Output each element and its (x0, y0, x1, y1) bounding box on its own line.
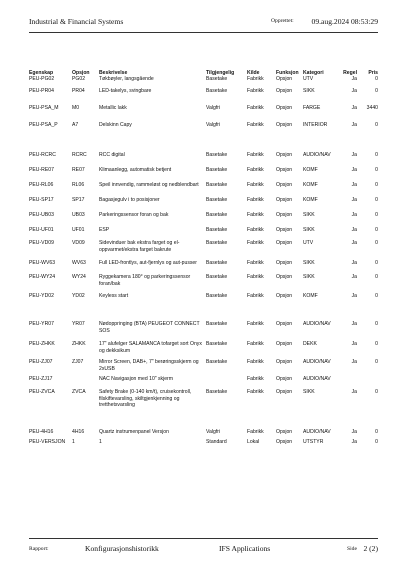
cell-regel: Ja (351, 167, 357, 173)
cell-opsjon: A7 (72, 122, 79, 128)
cell-kategori: AUDIO/NAV (303, 321, 331, 327)
cell-beskrivelse: 1 (99, 439, 102, 445)
cell-kilde: Fabrikk (247, 274, 264, 280)
table-row (29, 182, 378, 197)
cell-kilde: Fabrikk (247, 152, 264, 158)
cell-tilgjengelig: Standard (206, 439, 227, 445)
cell-tilgjengelig: Basetake (206, 359, 228, 365)
cell-beskrivelse: RCC digital (99, 152, 125, 158)
cell-opsjon: 1 (72, 439, 75, 445)
cell-tilgjengelig: Basetake (206, 321, 228, 327)
cell-beskrivelse: ESP (99, 227, 110, 233)
cell-tilgjengelig: Valgfri (206, 105, 221, 111)
cell-opsjon: 4H16 (72, 429, 85, 435)
cell-kategori: KOMF (303, 167, 318, 173)
col-header-egenskap: Egenskap (29, 70, 54, 76)
table-row (29, 227, 378, 240)
cell-regel: Ja (351, 105, 357, 111)
cell-beskrivelse: NAC Navigasjon med 10" skjerm (99, 376, 173, 382)
cell-funksjon: Opsjon (276, 152, 293, 158)
cell-beskrivelse: Tøkbøyler, langsgående (99, 76, 154, 82)
cell-beskrivelse: Ryggekamera 180° og parkeringssensor foran/bak (99, 274, 191, 287)
cell-funksjon: Opsjon (276, 240, 293, 246)
spacer-cell (29, 134, 378, 152)
cell-tilgjengelig: Basetake (206, 212, 228, 218)
cell-kategori: SIKK (303, 212, 315, 218)
cell-pris: 0 (375, 88, 378, 94)
cell-egenskap: PEU-WY24 (29, 274, 56, 280)
cell-kategori: SIKK (303, 389, 315, 395)
table-row (29, 76, 378, 88)
cell-regel: Ja (351, 260, 357, 266)
col-header-regel: Regel (343, 70, 357, 76)
table-body (29, 76, 378, 449)
cell-beskrivelse: Metallic lakk (99, 105, 127, 111)
cell-kategori: UTV (303, 240, 314, 246)
spacer-row (29, 417, 378, 429)
page-footer (29, 544, 378, 556)
table-row (29, 152, 378, 167)
cell-kategori: SIKK (303, 88, 315, 94)
table-row (29, 167, 378, 182)
cell-pris: 0 (375, 76, 378, 82)
cell-egenskap: PEU-RE07 (29, 167, 54, 173)
cell-funksjon: Opsjon (276, 341, 293, 347)
cell-kategori: DEKK (303, 341, 317, 347)
cell-kilde: Fabrikk (247, 105, 264, 111)
cell-egenskap: PEU-RCRC (29, 152, 56, 158)
cell-funksjon: Opsjon (276, 212, 293, 218)
cell-beskrivelse: Keyless start (99, 293, 129, 299)
table-row (29, 105, 378, 122)
cell-egenskap: PEU-ZHKK (29, 341, 55, 347)
cell-regel: Ja (351, 76, 357, 82)
table-row (29, 212, 378, 227)
cell-egenskap: PEU-ZJ07 (29, 359, 53, 365)
table-row (29, 429, 378, 439)
cell-beskrivelse: Bagasjegulv i to posisjoner (99, 197, 160, 203)
cell-pris: 0 (375, 260, 378, 266)
cell-beskrivelse: Speil innvendig, rammeløst og nedblendbart (99, 182, 199, 188)
report-name: Konfigurasjonshistorikk (85, 544, 159, 553)
table-row (29, 359, 378, 376)
cell-kilde: Fabrikk (247, 240, 264, 246)
cell-tilgjengelig: Basetake (206, 167, 228, 173)
cell-tilgjengelig: Valgfri (206, 429, 221, 435)
cell-beskrivelse: Klimaanlegg, automatisk betjent (99, 167, 172, 173)
cell-opsjon: M0 (72, 105, 80, 111)
cell-opsjon (72, 376, 99, 389)
cell-tilgjengelig (206, 376, 247, 389)
cell-kilde: Fabrikk (247, 341, 264, 347)
cell-regel: Ja (351, 122, 357, 128)
cell-pris: 0 (375, 197, 378, 203)
cell-opsjon: UF01 (72, 227, 85, 233)
cell-tilgjengelig: Basetake (206, 227, 228, 233)
cell-regel: Ja (351, 359, 357, 365)
cell-opsjon: UB03 (72, 212, 85, 218)
cell-opsjon: VD09 (72, 240, 85, 246)
cell-funksjon: Opsjon (276, 359, 293, 365)
cell-pris: 0 (375, 122, 378, 128)
cell-beskrivelse: 17" alufelger SALAMANCA tofarget sort Onyx og dekksikum (99, 341, 202, 354)
cell-opsjon: RE07 (72, 167, 85, 173)
col-header-pris: Pris (368, 70, 378, 76)
cell-pris: 0 (375, 429, 378, 435)
cell-opsjon: ZJ07 (72, 359, 84, 365)
table-header-row (29, 67, 378, 76)
spacer-row (29, 134, 378, 152)
cell-kilde: Fabrikk (247, 76, 264, 82)
cell-egenskap: PEU-4H16 (29, 429, 54, 435)
cell-kilde: Fabrikk (247, 197, 264, 203)
table-row (29, 260, 378, 274)
table-row (29, 293, 378, 306)
cell-kilde: Fabrikk (247, 182, 264, 188)
cell-kategori: AUDIO/NAV (303, 152, 331, 158)
cell-egenskap: PEU-UF01 (29, 227, 54, 233)
cell-beskrivelse: Safety Brake (0-140 km/t), cruisekontroll, filskiftevarsling, skiltgjenkjenning og tretthetsvarsling (99, 389, 192, 409)
cell-kategori: UTV (303, 76, 314, 82)
cell-tilgjengelig: Basetake (206, 341, 228, 347)
table-row (29, 389, 378, 417)
cell-pris (357, 376, 378, 389)
cell-kategori: UTSTYR (303, 439, 324, 445)
table-row (29, 274, 378, 293)
cell-funksjon: Opsjon (276, 182, 293, 188)
footer-rule (29, 538, 378, 539)
cell-beskrivelse: Full LED-frontlys, aut-fjernlys og aut-pusser (99, 260, 197, 266)
cell-regel: Ja (351, 212, 357, 218)
cell-egenskap: PEU-PSA_P (29, 122, 58, 128)
cell-kilde: Fabrikk (247, 212, 264, 218)
cell-tilgjengelig: Valgfri (206, 122, 221, 128)
created-label: Opprettet: (271, 18, 294, 24)
cell-opsjon: RL06 (72, 182, 85, 188)
cell-kilde: Fabrikk (247, 321, 264, 327)
cell-funksjon: Opsjon (276, 122, 293, 128)
cell-kilde: Fabrikk (247, 122, 264, 128)
table-row (29, 122, 378, 134)
table-row (29, 321, 378, 341)
col-header-opsjon: Opsjon (72, 70, 90, 76)
page-number: 2 (2) (363, 544, 378, 553)
cell-funksjon: Opsjon (276, 76, 293, 82)
cell-funksjon: Opsjon (276, 293, 293, 299)
header-rule (29, 32, 378, 33)
cell-opsjon: PG02 (72, 76, 86, 82)
cell-funksjon: Opsjon (276, 167, 293, 173)
cell-funksjon: Opsjon (276, 105, 293, 111)
cell-beskrivelse: LED-takelys, svingbare (99, 88, 152, 94)
cell-opsjon: ZHKK (72, 341, 86, 347)
cell-egenskap: PEU-ZVCA (29, 389, 55, 395)
cell-regel: Ja (351, 240, 357, 246)
cell-kategori: SIKK (303, 227, 315, 233)
cell-kategori: AUDIO/NAV (303, 429, 331, 435)
cell-tilgjengelig: Basetake (206, 197, 228, 203)
cell-regel: Ja (351, 197, 357, 203)
cell-funksjon: Opsjon (276, 88, 293, 94)
cell-opsjon: PR04 (72, 88, 85, 94)
table-row (29, 439, 378, 449)
cell-regel: Ja (351, 88, 357, 94)
cell-funksjon: Opsjon (276, 321, 293, 327)
cell-kilde: Fabrikk (247, 376, 264, 382)
table-row (29, 341, 378, 359)
cell-kilde: Fabrikk (247, 429, 264, 435)
cell-funksjon: Opsjon (276, 197, 293, 203)
col-header-funksjon: Funksjon (276, 70, 299, 76)
cell-kategori: SIKK (303, 274, 315, 280)
cell-pris: 0 (375, 182, 378, 188)
application-name: IFS Applications (219, 544, 271, 553)
cell-pris: 0 (375, 321, 378, 327)
cell-pris: 0 (375, 293, 378, 299)
cell-funksjon: Opsjon (276, 260, 293, 266)
cell-regel: Ja (351, 152, 357, 158)
cell-opsjon: SP17 (72, 197, 85, 203)
table-row (29, 376, 378, 389)
cell-funksjon: Opsjon (276, 429, 293, 435)
cell-tilgjengelig: Basetake (206, 76, 228, 82)
cell-kategori: KOMF (303, 182, 318, 188)
cell-beskrivelse: Mirror Screen, DAB+, 7" berøringsskjerm og 2xUSB (99, 359, 199, 372)
spacer-cell (29, 306, 378, 321)
cell-kategori: INTERIOR (303, 122, 328, 128)
cell-egenskap: PEU-PG02 (29, 76, 55, 82)
created-date: 09.aug.2024 08:53:29 (311, 17, 378, 26)
cell-egenskap: PEU-YD02 (29, 293, 54, 299)
col-header-beskrivelse: Beskrivelse (99, 70, 128, 76)
cell-kategori: KOMF (303, 197, 318, 203)
cell-regel: Ja (351, 182, 357, 188)
cell-beskrivelse: Parkeringssensor foran og bak (99, 212, 169, 218)
cell-pris: 0 (375, 240, 378, 246)
cell-kilde: Fabrikk (247, 389, 264, 395)
cell-kilde: Fabrikk (247, 359, 264, 365)
cell-pris: 3440 (366, 105, 378, 111)
cell-pris: 0 (375, 389, 378, 395)
cell-beskrivelse: Nødoppringing (BTA) PEUGEOT CONNECT SOS (99, 321, 200, 334)
cell-egenskap: PEU-PR04 (29, 88, 54, 94)
cell-pris: 0 (375, 167, 378, 173)
cell-pris: 0 (375, 341, 378, 347)
cell-kilde: Lokal (247, 439, 260, 445)
cell-kategori: KOMF (303, 293, 318, 299)
table-row (29, 240, 378, 260)
cell-funksjon: Opsjon (276, 376, 293, 382)
cell-funksjon: Opsjon (276, 227, 293, 233)
company-name: Industrial & Financial Systems (29, 17, 124, 26)
col-header-kilde: Kilde (247, 70, 260, 76)
cell-kategori: FARGE (303, 105, 321, 111)
cell-regel: Ja (351, 321, 357, 327)
cell-beskrivelse: Delskinn Capy (99, 122, 132, 128)
cell-opsjon: WV63 (72, 260, 86, 266)
cell-pris: 0 (375, 227, 378, 233)
cell-tilgjengelig: Basetake (206, 389, 228, 395)
cell-beskrivelse: Quartz instrumenpanel Versjon (99, 429, 169, 435)
cell-regel: Ja (351, 274, 357, 280)
cell-pris: 0 (375, 152, 378, 158)
cell-egenskap: PEU-YR07 (29, 321, 54, 327)
spacer-row (29, 306, 378, 321)
cell-opsjon: YD02 (72, 293, 85, 299)
report-label: Rapport: (29, 546, 49, 552)
cell-kategori: AUDIO/NAV (303, 376, 331, 382)
cell-kilde: Fabrikk (247, 260, 264, 266)
cell-funksjon: Opsjon (276, 274, 293, 280)
cell-kilde: Fabrikk (247, 167, 264, 173)
cell-regel: Ja (351, 293, 357, 299)
cell-regel: Ja (351, 227, 357, 233)
cell-tilgjengelig: Basetake (206, 152, 228, 158)
cell-opsjon: YR07 (72, 321, 85, 327)
cell-funksjon: Opsjon (276, 389, 293, 395)
col-header-kategori: Kategori (303, 70, 324, 76)
cell-kilde: Fabrikk (247, 227, 264, 233)
cell-egenskap: PEU-ZJ17 (29, 376, 53, 382)
page-label: Side (347, 546, 357, 552)
cell-kategori: SIKK (303, 260, 315, 266)
spacer-cell (29, 417, 378, 429)
cell-opsjon: ZVCA (72, 389, 86, 395)
cell-pris: 0 (375, 274, 378, 280)
cell-pris: 0 (375, 212, 378, 218)
cell-tilgjengelig: Basetake (206, 274, 228, 280)
col-header-tilgjengelig: Tilgjengelig (206, 70, 235, 76)
table-row (29, 88, 378, 105)
configuration-table (29, 67, 378, 449)
cell-pris: 0 (375, 439, 378, 445)
cell-regel: Ja (351, 429, 357, 435)
cell-regel: Ja (351, 389, 357, 395)
cell-egenskap: PEU-VERSJON (29, 439, 66, 445)
cell-egenskap: PEU-SP17 (29, 197, 54, 203)
cell-egenskap: PEU-RL06 (29, 182, 54, 188)
cell-egenskap: PEU-PSA_M (29, 105, 59, 111)
cell-regel: Ja (351, 439, 357, 445)
cell-tilgjengelig: Basetake (206, 88, 228, 94)
cell-tilgjengelig: Basetake (206, 260, 228, 266)
cell-pris: 0 (375, 359, 378, 365)
cell-kilde: Fabrikk (247, 88, 264, 94)
cell-opsjon: WY24 (72, 274, 86, 280)
cell-kategori: AUDIO/NAV (303, 359, 331, 365)
cell-egenskap: PEU-UB03 (29, 212, 54, 218)
cell-tilgjengelig: Basetake (206, 293, 228, 299)
cell-tilgjengelig: Basetake (206, 182, 228, 188)
cell-egenskap: PEU-WV63 (29, 260, 56, 266)
cell-kilde: Fabrikk (247, 293, 264, 299)
cell-tilgjengelig: Basetake (206, 240, 228, 246)
cell-regel (343, 376, 357, 389)
page-header (29, 17, 378, 31)
cell-regel: Ja (351, 341, 357, 347)
table-row (29, 197, 378, 212)
cell-egenskap: PEU-VD09 (29, 240, 54, 246)
cell-opsjon: RCRC (72, 152, 87, 158)
cell-funksjon: Opsjon (276, 439, 293, 445)
cell-beskrivelse: Sidevinduer bak ekstra farget og el-oppvarmet/ekstra farget bakrute (99, 240, 180, 253)
